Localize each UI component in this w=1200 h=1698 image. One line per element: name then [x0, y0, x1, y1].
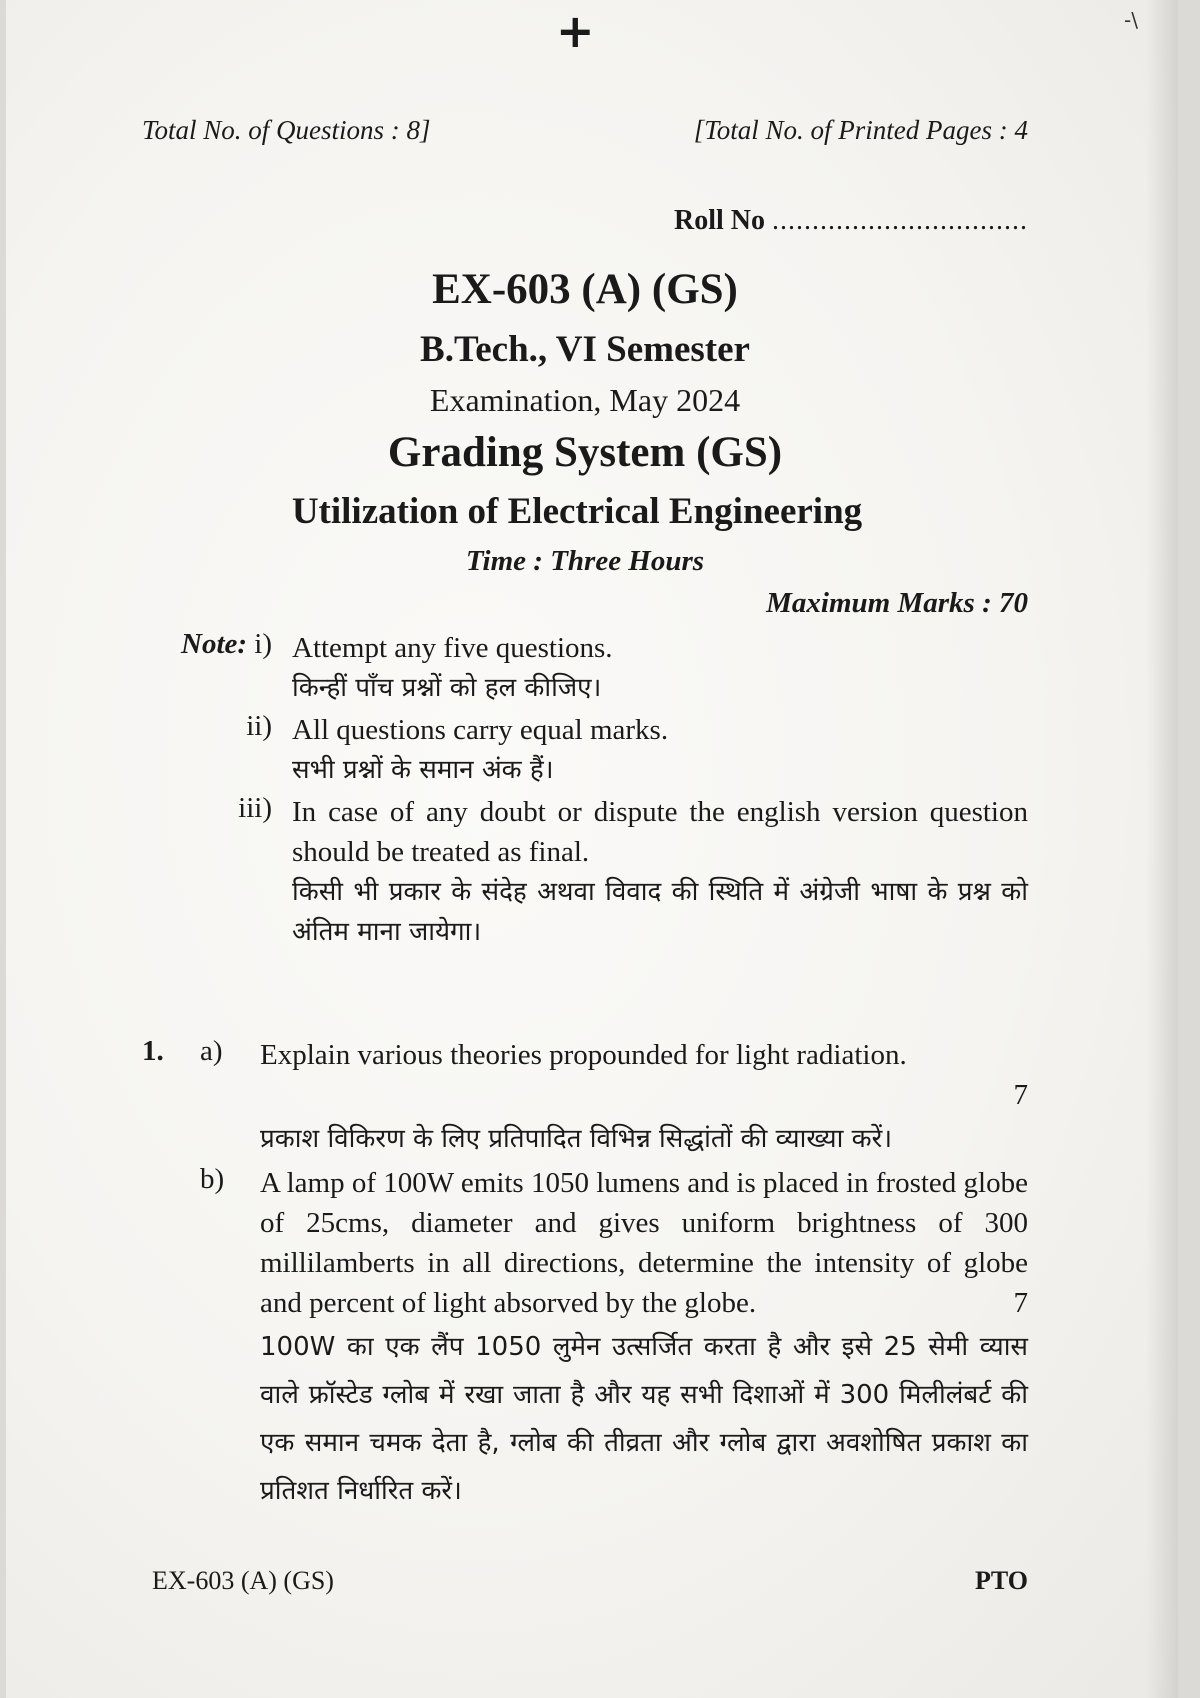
roll-dots: ................................ — [772, 205, 1028, 236]
pto-label: PTO — [975, 1566, 1028, 1595]
corner-mark: -\ — [1124, 8, 1138, 32]
note-text-en: In case of any doubt or dispute the english version question should be treated as final. — [292, 796, 1028, 868]
grading-system: Grading System (GS) — [387, 429, 783, 476]
maximum-marks: Maximum Marks : 70 — [766, 587, 1028, 619]
subject-title: Utilization of Electrical Engineering — [291, 491, 863, 532]
header-line — [142, 115, 1028, 146]
registration-mark: + — [556, 4, 595, 58]
note-item — [142, 792, 1028, 952]
question-text-hi: प्रकाश विकिरण के लिए प्रतिपादित विभिन्न सिद्धांतों की व्याख्या करें। — [260, 1124, 893, 1154]
time-allowed: Time : Three Hours — [465, 545, 705, 577]
total-pages: [Total No. of Printed Pages : 4 — [693, 115, 1028, 145]
question-text-en: A lamp of 100W emits 1050 lumens and is placed in frosted globe of 25cms, diameter and gives uniform brightness of 300 millilamberts in all directions, determine the intensity of globe and percent of light absorved by the globe. — [260, 1167, 1028, 1319]
instructions — [142, 628, 1028, 952]
note-text-en: All questions carry equal marks. — [292, 714, 669, 746]
page-edge-shadow — [1146, 0, 1178, 1698]
marks: 7 — [1013, 1079, 1028, 1111]
note-text-en: Attempt any five questions. — [292, 632, 613, 664]
exam-paper-page — [6, 0, 1178, 1698]
note-number: i) — [254, 628, 272, 660]
note-text-hi: किसी भी प्रकार के संदेह अथवा विवाद की स्थिति में अंग्रेजी भाषा के प्रश्न को अंतिम माना जायेगा। — [292, 877, 1028, 947]
question-part — [142, 1163, 1028, 1515]
part-label: a) — [200, 1035, 223, 1067]
roll-label: Roll No — [674, 205, 765, 236]
note-item — [142, 710, 1028, 790]
exam-session: Examination, May 2024 — [429, 382, 741, 418]
total-questions: Total No. of Questions : 8] — [142, 115, 431, 145]
note-item — [142, 628, 1028, 708]
question-number: 1. — [142, 1035, 164, 1067]
note-text-hi: सभी प्रश्नों के समान अंक हैं। — [292, 755, 554, 785]
question-1 — [142, 1035, 1028, 1515]
note-text-hi: किन्हीं पाँच प्रश्नों को हल कीजिए। — [292, 673, 602, 703]
note-label: Note: — [181, 628, 248, 660]
note-number: iii) — [238, 792, 272, 824]
part-label: b) — [200, 1163, 225, 1195]
note-number: ii) — [246, 710, 272, 742]
question-part — [142, 1035, 1028, 1163]
roll-number-field — [674, 205, 1028, 237]
question-text-hi: 100W का एक लैंप 1050 लुमेन उत्सर्जित करता है और इसे 25 सेमी व्यास वाले फ्रॉस्टेड ग्लोब में रखा जाता है और यह सभी दिशाओं में 300 मिलीलंबर्ट की एक समान चमक देता है, ग्लोब की तीव्रता और ग्लोब द्वारा अवशोषित प्रकाश का प्रतिशत निर्धारित करें। — [260, 1332, 1028, 1506]
course-name: B.Tech., VI Semester — [420, 329, 750, 370]
question-text-en: Explain various theories propounded for light radiation. — [260, 1039, 907, 1071]
paper-code: EX-603 (A) (GS) — [432, 266, 738, 313]
footer-code: EX-603 (A) (GS) — [152, 1566, 334, 1595]
marks: 7 — [1013, 1287, 1028, 1319]
page-footer — [152, 1566, 1028, 1596]
